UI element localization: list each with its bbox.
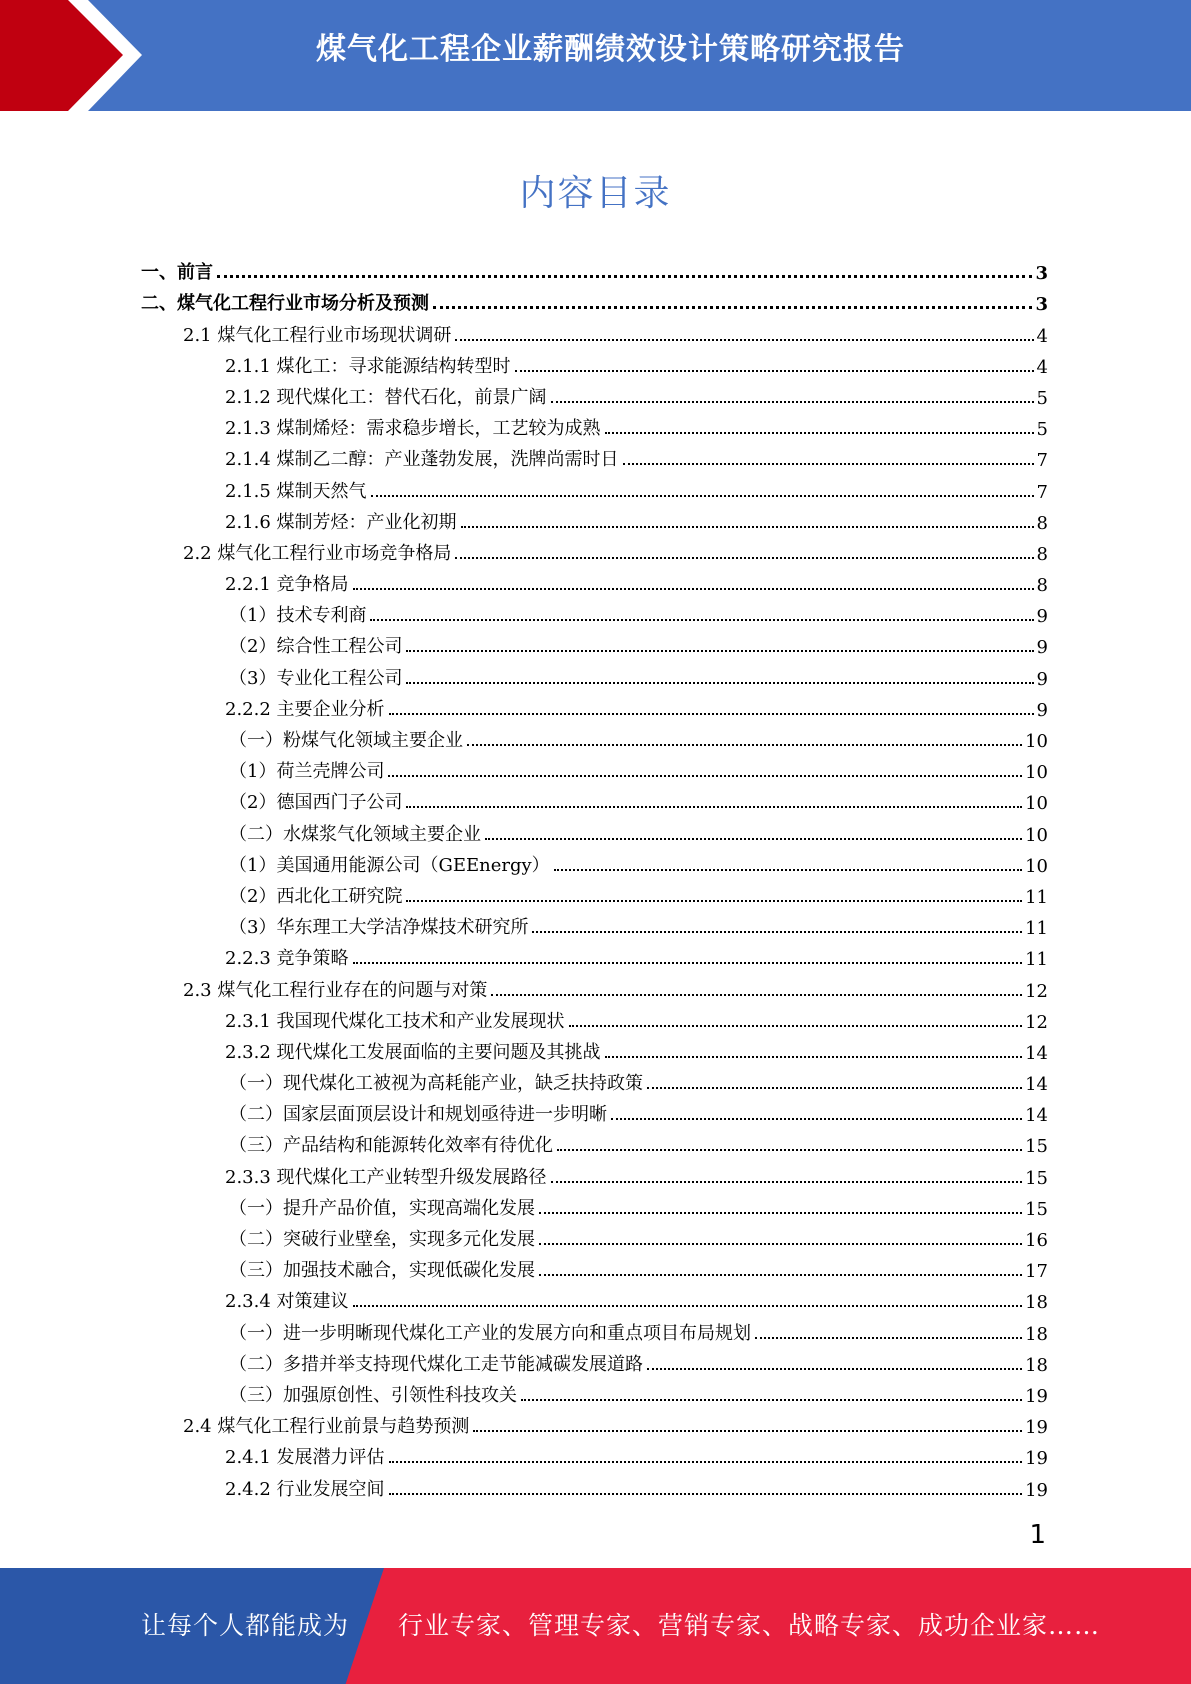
toc-entry-page: 19 — [1025, 1385, 1048, 1407]
toc-dot-leader — [521, 1399, 1022, 1401]
toc-entry[interactable] — [141, 440, 1048, 471]
toc-entry-page: 8 — [1036, 575, 1048, 597]
toc-entry-page: 9 — [1036, 699, 1048, 721]
toc-entry-label: （2）西北化工研究院 — [229, 885, 403, 907]
toc-entry-label: （三）产品结构和能源转化效率有待优化 — [229, 1135, 553, 1157]
toc-entry[interactable] — [141, 1064, 1048, 1095]
toc-entry-page: 10 — [1025, 793, 1048, 815]
toc-entry-page: 7 — [1036, 450, 1048, 472]
toc-entry-label: （3）华东理工大学洁净煤技术研究所 — [229, 917, 529, 939]
toc-entry-page: 17 — [1025, 1261, 1048, 1283]
toc-dot-leader — [551, 1181, 1023, 1183]
toc-entry-label: 2.2.2 主要企业分析 — [225, 698, 385, 720]
toc-entry-page: 12 — [1025, 980, 1048, 1002]
toc-entry[interactable] — [141, 1220, 1048, 1251]
toc-dot-leader — [647, 1368, 1022, 1370]
toc-entry-page: 12 — [1025, 1011, 1048, 1033]
toc-entry[interactable] — [141, 315, 1048, 346]
toc-entry[interactable] — [141, 846, 1048, 877]
toc-entry[interactable] — [141, 658, 1048, 689]
toc-dot-leader — [569, 1025, 1023, 1027]
toc-entry-label: （二）多措并举支持现代煤化工走节能减碳发展道路 — [229, 1353, 643, 1375]
toc-entry-page: 18 — [1025, 1323, 1048, 1345]
toc-entry-label: 2.2.1 竞争格局 — [225, 574, 349, 596]
toc-entry-label: 2.1.4 煤制乙二醇：产业蓬勃发展，洗牌尚需时日 — [225, 449, 619, 471]
toc-entry[interactable] — [141, 1095, 1048, 1126]
toc-entry-page: 19 — [1025, 1479, 1048, 1501]
toc-entry-label: 2.1.1 煤化工：寻求能源结构转型时 — [225, 355, 511, 377]
page-number: 1 — [1029, 1520, 1046, 1550]
toc-dot-leader — [467, 744, 1022, 746]
toc-entry-page: 8 — [1036, 543, 1048, 565]
toc-dot-leader — [605, 432, 1034, 434]
toc-entry-page: 11 — [1025, 949, 1048, 971]
toc-entry-page: 15 — [1025, 1167, 1048, 1189]
toc-entry[interactable] — [141, 1251, 1048, 1282]
toc-dot-leader — [554, 869, 1022, 871]
toc-entry[interactable] — [141, 1376, 1048, 1407]
toc-entry-page: 8 — [1036, 512, 1048, 534]
toc-entry[interactable] — [141, 752, 1048, 783]
toc-entry-page: 10 — [1025, 731, 1048, 752]
toc-entry-label: 2.1 煤气化工程行业市场现状调研 — [183, 324, 452, 346]
toc-dot-leader — [217, 275, 1032, 278]
toc-entry-label: （二）国家层面顶层设计和规划亟待进一步明晰 — [229, 1104, 607, 1126]
toc-entry-page: 19 — [1025, 1417, 1048, 1439]
toc-dot-leader — [389, 713, 1034, 715]
toc-entry-label: 2.4.1 发展潜力评估 — [225, 1447, 385, 1469]
toc-entry-page: 10 — [1025, 824, 1048, 846]
toc-dot-leader — [755, 1337, 1022, 1339]
toc-entry[interactable] — [141, 471, 1048, 502]
toc-entry[interactable] — [141, 908, 1048, 939]
toc-entry[interactable] — [141, 627, 1048, 658]
toc-dot-leader — [406, 682, 1033, 684]
toc-dot-leader — [532, 931, 1022, 933]
header-chevron-decoration — [0, 0, 150, 111]
toc-entry-page: 7 — [1036, 481, 1048, 503]
toc-entry[interactable] — [141, 565, 1048, 596]
toc-entry-page: 14 — [1025, 1105, 1048, 1127]
toc-dot-leader — [611, 1118, 1022, 1120]
toc-dot-leader — [605, 1056, 1023, 1058]
toc-entry-page: 14 — [1025, 1042, 1048, 1064]
toc-entry-page: 15 — [1025, 1136, 1048, 1158]
toc-entry-label: 2.4.2 行业发展空间 — [225, 1478, 385, 1500]
toc-entry[interactable] — [141, 378, 1048, 409]
toc-entry-label: （1）美国通用能源公司（GEEnergy） — [229, 854, 550, 876]
toc-dot-leader — [371, 495, 1034, 497]
toc-dot-leader — [389, 1493, 1023, 1495]
table-of-contents — [141, 253, 1048, 1501]
toc-entry[interactable] — [141, 596, 1048, 627]
toc-entry-label: （2）综合性工程公司 — [229, 636, 403, 658]
toc-entry[interactable] — [141, 1469, 1048, 1500]
toc-entry-page: 14 — [1025, 1074, 1048, 1096]
toc-entry-label: 2.2 煤气化工程行业市场竞争格局 — [183, 542, 452, 564]
toc-entry-page: 18 — [1025, 1354, 1048, 1376]
toc-entry[interactable] — [141, 1282, 1048, 1313]
toc-entry-label: 2.1.2 现代煤化工：替代石化，前景广阔 — [225, 386, 547, 408]
toc-dot-leader — [370, 619, 1033, 621]
toc-dot-leader — [557, 1149, 1022, 1151]
toc-dot-leader — [461, 526, 1034, 528]
toc-entry[interactable] — [141, 409, 1048, 440]
toc-entry[interactable] — [141, 253, 1048, 284]
toc-entry-label: （一）现代煤化工被视为高耗能产业，缺乏扶持政策 — [229, 1073, 643, 1095]
toc-dot-leader — [455, 339, 1033, 341]
toc-dot-leader — [485, 838, 1022, 840]
toc-entry-page: 4 — [1036, 356, 1048, 378]
toc-dot-leader — [551, 401, 1034, 403]
toc-dot-leader — [623, 463, 1034, 465]
toc-entry-label: （1）技术专利商 — [229, 605, 367, 627]
toc-dot-leader — [406, 900, 1022, 902]
toc-entry[interactable] — [141, 877, 1048, 908]
toc-entry[interactable] — [141, 347, 1048, 378]
toc-entry[interactable] — [141, 1438, 1048, 1469]
toc-dot-leader — [353, 1305, 1023, 1307]
toc-entry[interactable] — [141, 939, 1048, 970]
toc-entry[interactable] — [141, 970, 1048, 1001]
toc-entry[interactable] — [141, 1157, 1048, 1188]
toc-entry-page: 5 — [1036, 387, 1048, 409]
toc-entry[interactable] — [141, 503, 1048, 534]
toc-entry-page: 9 — [1036, 637, 1048, 659]
toc-dot-leader — [353, 962, 1023, 964]
toc-entry-label: 2.3.1 我国现代煤化工技术和产业发展现状 — [225, 1010, 565, 1032]
toc-entry-page: 10 — [1025, 855, 1048, 877]
toc-dot-leader — [353, 588, 1034, 590]
toc-entry-label: （三）加强原创性、引领性科技攻关 — [229, 1384, 517, 1406]
toc-heading: 内容目录 — [519, 173, 672, 214]
toc-entry-page: 5 — [1036, 419, 1048, 441]
toc-dot-leader — [406, 806, 1022, 808]
toc-entry[interactable] — [141, 690, 1048, 721]
toc-entry-label: （三）加强技术融合，实现低碳化发展 — [229, 1260, 535, 1282]
toc-dot-leader — [389, 1461, 1023, 1463]
toc-entry[interactable] — [141, 284, 1048, 315]
toc-entry-label: （1）荷兰壳牌公司 — [229, 761, 385, 783]
toc-entry-label: 2.3.3 现代煤化工产业转型升级发展路径 — [225, 1166, 547, 1188]
toc-dot-leader — [539, 1243, 1022, 1245]
toc-entry-label: 二、煤气化工程行业市场分析及预测 — [141, 293, 429, 315]
toc-dot-leader — [433, 306, 1032, 309]
toc-entry-page: 11 — [1025, 918, 1048, 940]
toc-entry-page: 11 — [1025, 886, 1048, 908]
toc-entry[interactable] — [141, 1313, 1048, 1344]
toc-entry[interactable] — [141, 1126, 1048, 1157]
toc-entry-page: 9 — [1036, 606, 1048, 628]
toc-dot-leader — [455, 557, 1033, 559]
toc-entry-label: 2.1.5 煤制天然气 — [225, 480, 367, 502]
toc-entry[interactable] — [141, 534, 1048, 565]
toc-entry[interactable] — [141, 1002, 1048, 1033]
toc-entry-page: 15 — [1025, 1198, 1048, 1220]
toc-entry-label: 一、前言 — [141, 262, 213, 284]
toc-entry-label: 2.3 煤气化工程行业存在的问题与对策 — [183, 979, 488, 1001]
toc-entry-page: 16 — [1025, 1230, 1048, 1251]
toc-entry[interactable] — [141, 1345, 1048, 1376]
toc-entry-page: 4 — [1036, 325, 1048, 347]
toc-entry[interactable] — [141, 1189, 1048, 1220]
toc-entry[interactable] — [141, 1407, 1048, 1438]
footer-banner — [0, 1568, 1191, 1684]
toc-entry[interactable] — [141, 783, 1048, 814]
header-banner — [0, 0, 1191, 111]
toc-entry-label: 2.3.2 现代煤化工发展面临的主要问题及其挑战 — [225, 1041, 601, 1063]
toc-dot-leader — [539, 1274, 1022, 1276]
toc-entry-label: 2.3.4 对策建议 — [225, 1291, 349, 1313]
report-title: 煤气化工程企业薪酬绩效设计策略研究报告 — [316, 32, 905, 67]
toc-entry-page: 10 — [1025, 762, 1048, 784]
toc-entry[interactable] — [141, 1033, 1048, 1064]
toc-entry[interactable] — [141, 721, 1048, 752]
toc-entry[interactable] — [141, 814, 1048, 845]
footer-slogan-right: 行业专家、管理专家、营销专家、战略专家、成功企业家…… — [398, 1611, 1101, 1640]
toc-entry-label: （二）突破行业壁垒，实现多元化发展 — [229, 1229, 535, 1250]
footer-slogan-left: 让每个人都能成为 — [141, 1611, 350, 1640]
toc-entry-label: 2.2.3 竞争策略 — [225, 948, 349, 970]
toc-dot-leader — [406, 650, 1033, 652]
toc-entry-label: （一）进一步明晰现代煤化工产业的发展方向和重点项目布局规划 — [229, 1322, 751, 1344]
toc-entry-page: 18 — [1025, 1292, 1048, 1314]
toc-dot-leader — [539, 1212, 1022, 1214]
toc-entry-label: （一）提升产品价值，实现高端化发展 — [229, 1197, 535, 1219]
toc-entry-label: 2.1.3 煤制烯烃：需求稳步增长，工艺较为成熟 — [225, 418, 601, 440]
toc-entry-label: （2）德国西门子公司 — [229, 792, 403, 814]
toc-dot-leader — [491, 994, 1022, 996]
toc-entry-page: 9 — [1036, 668, 1048, 690]
toc-entry-label: （一）粉煤气化领域主要企业 — [229, 730, 463, 751]
toc-entry-label: （二）水煤浆气化领域主要企业 — [229, 823, 481, 845]
toc-entry-label: 2.4 煤气化工程行业前景与趋势预测 — [183, 1416, 470, 1438]
toc-dot-leader — [647, 1087, 1022, 1089]
toc-dot-leader — [388, 775, 1022, 777]
toc-entry-page: 3 — [1035, 263, 1048, 285]
toc-entry-label: （3）专业化工程公司 — [229, 667, 403, 689]
toc-dot-leader — [473, 1430, 1022, 1432]
toc-dot-leader — [515, 370, 1034, 372]
toc-entry-page: 19 — [1025, 1448, 1048, 1470]
toc-entry-page: 3 — [1035, 294, 1048, 316]
toc-entry-label: 2.1.6 煤制芳烃：产业化初期 — [225, 511, 457, 533]
